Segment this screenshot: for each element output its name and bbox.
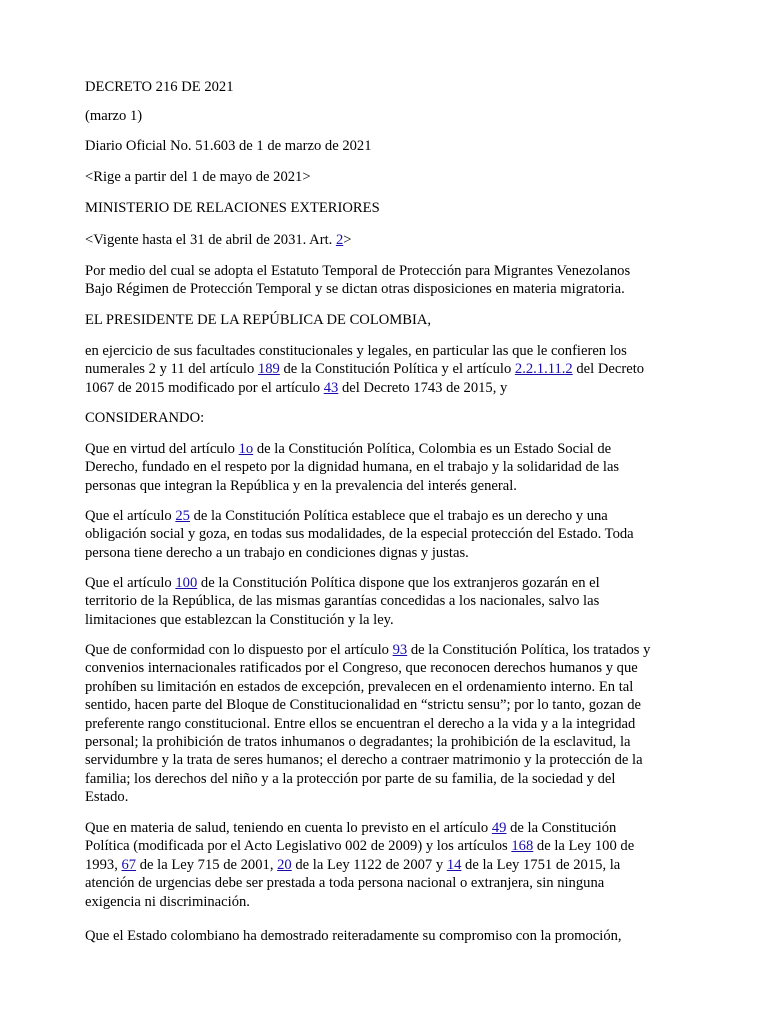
- purpose-paragraph: Por medio del cual se adopta el Estatuto Temporal de Protección para Migrantes Venezolanos Bajo Régimen de Protección Temporal y se dictan otras disposiciones en materia migratoria.: [85, 263, 631, 298]
- validity-text: <Vigente hasta el 31 de abril de 2031. Art.: [85, 232, 336, 248]
- decree-date: (marzo 1): [85, 108, 143, 124]
- article-2-link[interactable]: 2: [335, 232, 344, 248]
- validity-close: >: [343, 232, 352, 248]
- validity-note: [85, 231, 351, 249]
- considering-paragraph-2: Que el artículo 25 de la Constitución Política establece que el trabajo es un derecho y una obligación social y goza, en todas sus modalidades, de la especial protección del Estado. Toda persona tiene derecho a un trabajo en condiciones dignas y justas.: [85, 508, 634, 561]
- article-1o-link[interactable]: 1o: [238, 441, 254, 457]
- article-168-link[interactable]: 168: [511, 838, 534, 855]
- article-67-link[interactable]: 67: [121, 856, 137, 873]
- president-heading: EL PRESIDENTE DE LA REPÚBLICA DE COLOMBIA,: [85, 312, 432, 328]
- powers-paragraph: en ejercicio de sus facultades constitucionales y legales, en particular las que le confieren los numerales 2 y 11 del artículo 189 de la Constitución Política y el artículo 2.2.1.11.2 del Decreto 1067 de 2015 modificado por el artículo 43 del Decreto 1743 de 2015, y: [85, 343, 645, 396]
- article-20-link[interactable]: 20: [277, 856, 292, 873]
- considering-paragraph-5: Que en materia de salud, teniendo en cuenta lo previsto en el artículo 49 de la Constitución Política (modificada por el Acto Legislativo 002 de 2009) y los artículos 168 de la Ley 100 de 1993, 67 de la Ley 715 de 2001, 20 de la Ley 1122 de 2007 y 14 de la Ley 1751 de 2015, la atención de urgencias debe ser prestada a toda persona nacional o extranjera, sin ninguna exigencia ni discriminación.: [85, 820, 635, 910]
- considering-paragraph-1: Que en virtud del artículo 1o de la Constitución Política, Colombia es un Estado Social de Derecho, fundado en el respeto por la dignidad humana, en el trabajo y la solidaridad de las personas que integran la República y en la prevalencia del interés general.: [85, 441, 620, 494]
- article-189-link[interactable]: 189: [257, 361, 280, 378]
- article-49-link[interactable]: 49: [491, 820, 507, 836]
- article-25-link[interactable]: 25: [175, 508, 190, 524]
- article-100-link[interactable]: 100: [175, 575, 198, 591]
- article-43-link[interactable]: 43: [323, 379, 339, 396]
- considering-paragraph-6: Que el Estado colombiano ha demostrado reiteradamente su compromiso con la promoción,: [85, 928, 622, 944]
- decree-title: DECRETO 216 DE 2021: [85, 79, 234, 95]
- effective-date-note: <Rige a partir del 1 de mayo de 2021>: [85, 169, 311, 185]
- gazette-reference: Diario Oficial No. 51.603 de 1 de marzo de 2021: [85, 138, 372, 154]
- ministry-heading: MINISTERIO DE RELACIONES EXTERIORES: [85, 200, 380, 216]
- considering-heading: CONSIDERANDO:: [85, 410, 205, 426]
- article-2-2-1-11-2-link[interactable]: 2.2.1.11.2: [514, 361, 573, 378]
- article-93-link[interactable]: 93: [392, 642, 408, 658]
- considering-paragraph-4: Que de conformidad con lo dispuesto por el artículo 93 de la Constitución Política, los tratados y convenios internacionales ratificados por el Congreso, que reconocen derechos humanos y que prohíben su limitación en estados de excepción, prevalecen en el ordenamiento interno. En tal sentido, hacen parte del Bloque de Constitucionalidad en “strictu sensu”; por lo tanto, gozan de preferente rango constitucional. Entre ellos se encuentran el derecho a la vida y a la integridad personal; la prohibición de tratos inhumanos o degradantes; la prohibición de la esclavitud, la servidumbre y la trata de seres humanos; el derecho a contraer matrimonio y la protección de la familia; los derechos del niño y a la protección por parte de su familia, de la sociedad y del Estado.: [85, 642, 651, 806]
- considering-paragraph-3: Que el artículo 100 de la Constitución Política dispone que los extranjeros gozarán en el territorio de la República, de las mismas garantías concedidas a los nacionales, salvo las limitaciones que establezcan la Constitución y la ley.: [85, 575, 600, 628]
- article-14-link[interactable]: 14: [446, 856, 462, 873]
